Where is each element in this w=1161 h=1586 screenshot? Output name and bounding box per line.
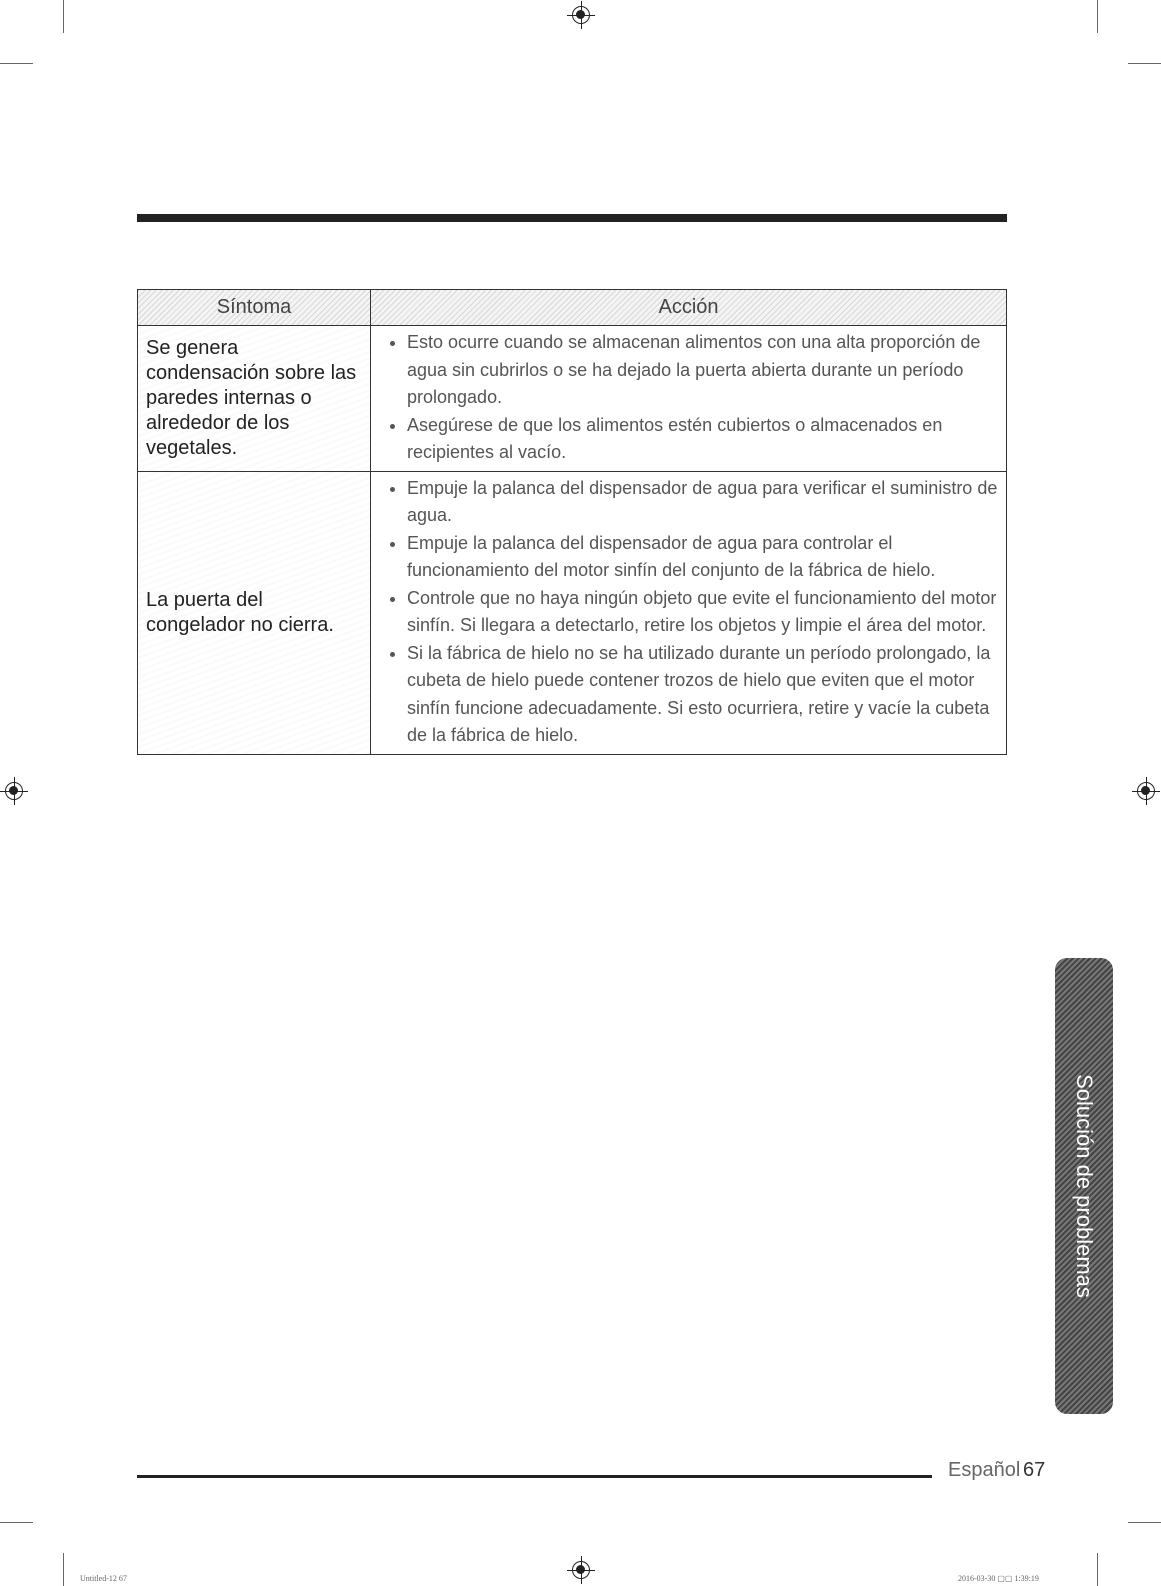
list-item: • Empuje la palanca del dispensador de agua para verificar el suministro de agua. bbox=[407, 475, 998, 530]
section-side-tab bbox=[1055, 958, 1113, 1414]
action-list bbox=[379, 329, 998, 467]
section-rule bbox=[137, 214, 1007, 222]
header-symptom: Síntoma bbox=[138, 290, 371, 326]
registration-mark-icon bbox=[572, 1561, 590, 1579]
registration-mark-icon bbox=[1137, 782, 1155, 800]
header-action: Acción bbox=[371, 290, 1007, 326]
action-cell bbox=[371, 326, 1007, 472]
list-item: • Empuje la palanca del dispensador de agua para controlar el funcionamiento del motor sinfín del conjunto de la fábrica de hielo. bbox=[407, 530, 998, 585]
action-list bbox=[379, 475, 998, 750]
crop-mark bbox=[1128, 63, 1161, 64]
crop-mark bbox=[0, 63, 33, 64]
list-item: • Controle que no haya ningún objeto que evite el funcionamiento del motor sinfín. Si llegara a detectarlo, retire los objetos y limpie el área del motor. bbox=[407, 585, 998, 640]
list-item: • Asegúrese de que los alimentos estén cubiertos o almacenados en recipientes al vacío. bbox=[407, 412, 998, 467]
crop-mark bbox=[1128, 1522, 1161, 1523]
table-header-row bbox=[138, 290, 1007, 326]
crop-mark bbox=[0, 1522, 33, 1523]
footer-language: Español bbox=[948, 1459, 1021, 1481]
crop-mark bbox=[1097, 0, 1098, 33]
table-row bbox=[138, 471, 1007, 754]
action-cell bbox=[371, 471, 1007, 754]
list-item: • Esto ocurre cuando se almacenan alimentos con una alta proporción de agua sin cubrirlos o se ha dejado la puerta abierta durante un período prolongado. bbox=[407, 329, 998, 412]
symptom-cell: Se genera condensación sobre las paredes internas o alrededor de los vegetales. bbox=[138, 326, 371, 472]
print-info-left: Untitled-12 67 bbox=[80, 1574, 127, 1583]
print-info-right: 2016-03-30 ▢▢ 1:39:19 bbox=[958, 1574, 1039, 1583]
troubleshooting-table bbox=[137, 289, 1007, 755]
page-number: 67 bbox=[1023, 1459, 1046, 1481]
table-row bbox=[138, 326, 1007, 472]
crop-mark bbox=[63, 1553, 64, 1586]
list-item: • Si la fábrica de hielo no se ha utilizado durante un período prolongado, la cubeta de hielo puede contener trozos de hielo que eviten que el motor sinfín funcione adecuadamente. Si esto ocurriera, retire y vacíe la cubeta de la fábrica de hielo. bbox=[407, 640, 998, 750]
registration-mark-icon bbox=[572, 6, 590, 24]
symptom-cell: La puerta del congelador no cierra. bbox=[138, 471, 371, 754]
registration-mark-icon bbox=[5, 782, 23, 800]
side-tab-label: Solución de problemas bbox=[1072, 1074, 1097, 1298]
footer-rule bbox=[137, 1475, 932, 1478]
crop-mark bbox=[63, 0, 64, 33]
crop-mark bbox=[1097, 1553, 1098, 1586]
